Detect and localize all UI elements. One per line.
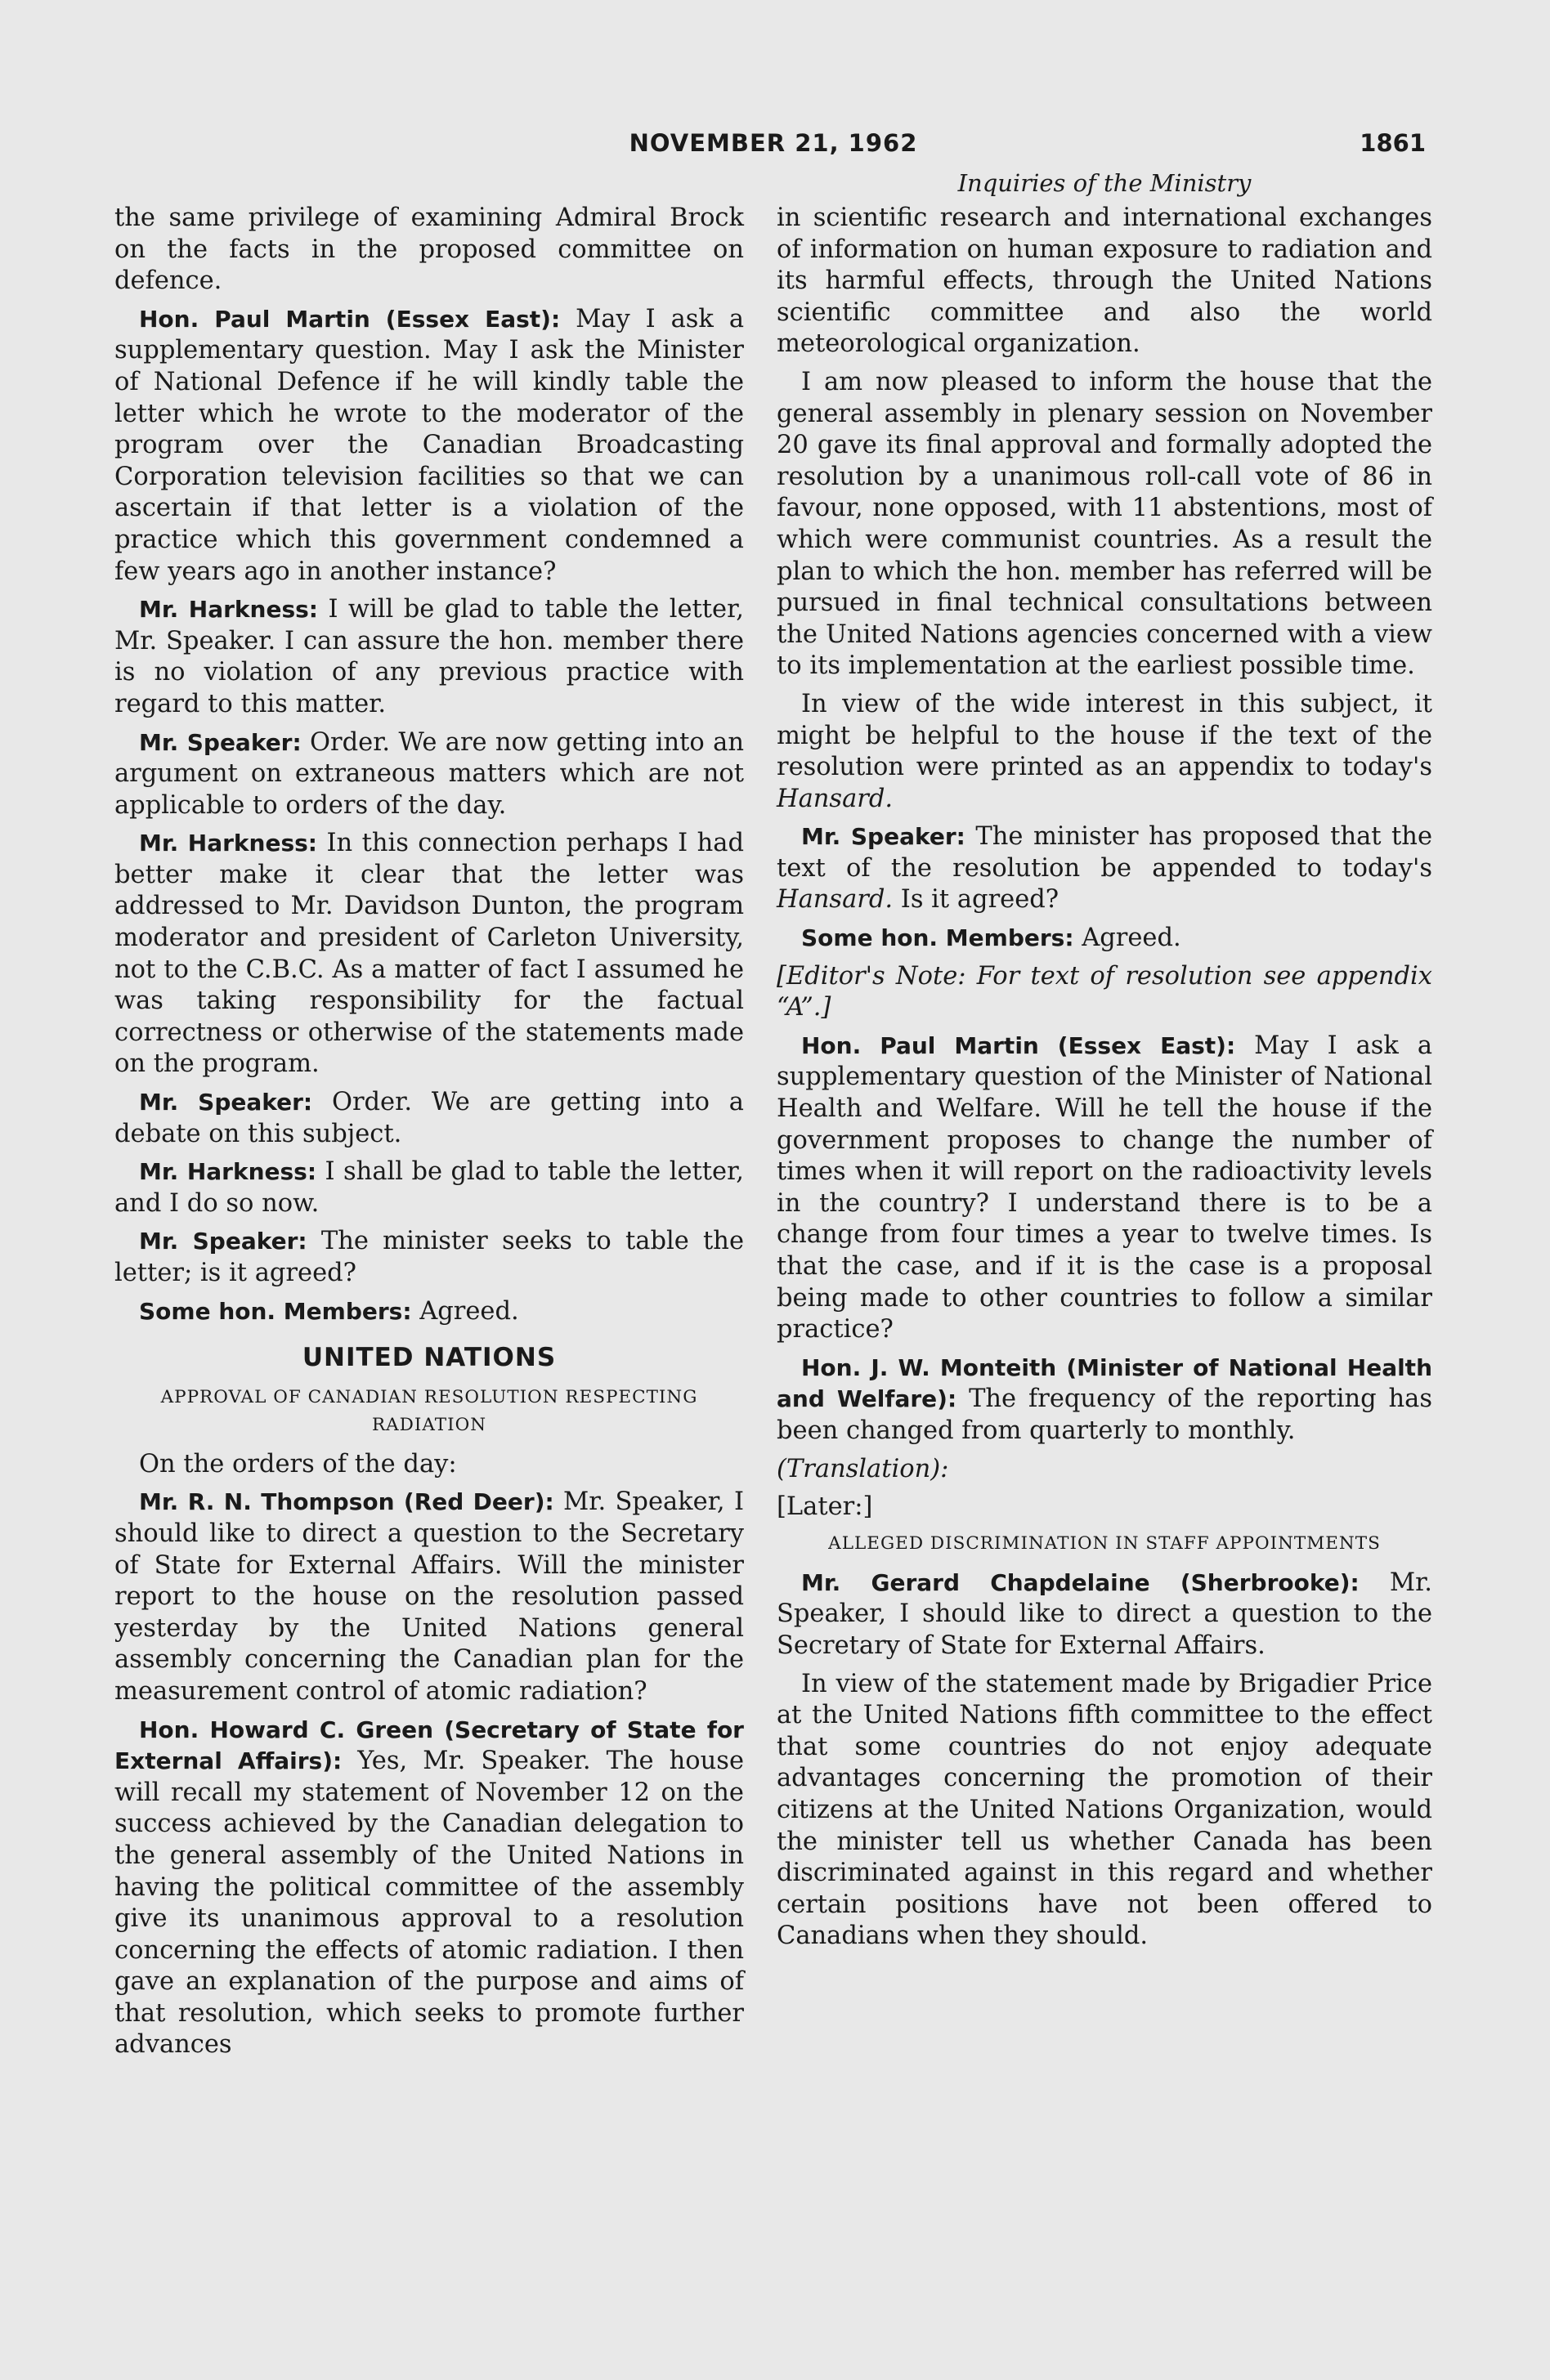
paragraph: Mr. Speaker: Order. We are getting into a debate on this subject. <box>114 1088 744 1148</box>
speaker-name: Mr. Speaker: <box>139 1089 313 1116</box>
paragraph: In view of the statement made by Brigadier Price at the United Nations fifth committee to the effect that some countries do not enjoy adequate advantages concerning the promotion of their citizens at the United Nations Organization, would the minister tell us whether Canada has been discriminated against in this regard and whether certain positions have not been offered to Canadians when they should. <box>777 1669 1432 1951</box>
speaker-name: Hon. Howard C. Green (Secretary of State for External Affairs): <box>114 1716 744 1775</box>
paragraph: Mr. Harkness: In this connection perhaps I had better make it clear that the letter was addressed to Mr. Davidson Dunton, the program moderator and president of Carleton University, not to the C.B.C. As a matter of fact I assumed he was taking responsibility for the factual correctness or otherwise of the statements made on the program. <box>114 829 745 1079</box>
editor-note: [Editor's Note: For text of resolution see appendix “A”.] <box>777 961 1432 1022</box>
speaker-name: Hon. Paul Martin (Essex East): <box>139 305 561 333</box>
later-marker: [Later:] <box>777 1492 873 1522</box>
speaker-name: Mr. Gerard Chapdelaine (Sherbrooke): <box>801 1568 1360 1596</box>
section-heading: UNITED NATIONS <box>302 1343 557 1373</box>
paragraph: Some hon. Members: Agreed. <box>801 924 1181 953</box>
paragraph: in scientific research and international exchanges of information on human exposure to radiation and its harmful effects, through the United Nations scientific committee and also the world meteorological organization. <box>777 204 1432 359</box>
paragraph: Mr. Speaker: The minister has proposed that the text of the resolution be appended to today's Hansard. Is it agreed? <box>777 822 1432 915</box>
left-column <box>114 203 744 2068</box>
paragraph: In view of the wide interest in this subject, it might be helpful to the house if the text of the resolution were printed as an appendix to today's Hansard. <box>777 689 1432 813</box>
speaker-name: Mr. Speaker: <box>139 1228 307 1255</box>
speaker-name: Mr. Harkness: <box>139 596 319 624</box>
speaker-name: Mr. Speaker: <box>139 728 302 756</box>
speaker-name: Mr. Speaker: <box>801 823 965 851</box>
paragraph: I am now pleased to inform the house that the general assembly in plenary session on November 20 gave its final approval and formally adopted the resolution by a unanimous roll-call vote of 86 in favour, none opposed, with 11 abstentions, most of which were communist countries. As a result the plan to which the hon. member has referred will be pursued in final technical consultations between the United Nations agencies concerned with a view to its implementation at the earliest possible time. <box>777 367 1432 681</box>
subsection-heading: ALLEGED DISCRIMINATION IN STAFF APPOINTMENTS <box>828 1532 1381 1554</box>
right-column <box>777 203 1432 1959</box>
paragraph: Mr. Speaker: The minister seeks to table the letter; is it agreed? <box>114 1227 744 1287</box>
paragraph: Mr. Gerard Chapdelaine (Sherbrooke): Mr. Speaker, I should like to direct a question to the Secretary of State for External Affairs. <box>777 1568 1432 1660</box>
paragraph: Mr. Speaker: Order. We are now getting into an argument on extraneous matters which are not applicable to orders of the day. <box>114 727 744 820</box>
subsection-heading: APPROVAL OF CANADIAN RESOLUTION RESPECTING RADIATION <box>160 1386 698 1435</box>
paragraph: Mr. Harkness: I shall be glad to table the letter, and I do so now. <box>114 1157 744 1218</box>
translation-marker: (Translation): <box>777 1454 949 1483</box>
speaker-name: Some hon. Members: <box>801 924 1074 952</box>
running-head: Inquiries of the Ministry <box>957 169 1252 197</box>
paragraph: Mr. R. N. Thompson (Red Deer): Mr. Speaker, I should like to direct a question to the Secretary of State for External Affairs. Will the minister report to the house on the resolution passed yesterday by the United Nations general assembly concerning the Canadian plan for the measurement control of atomic radiation? <box>114 1488 744 1706</box>
speaker-name: Mr. Harkness: <box>139 830 318 857</box>
speaker-name: Mr. Harkness: <box>139 1158 317 1186</box>
paragraph: Mr. Harkness: I will be glad to table the letter, Mr. Speaker. I can assure the hon. member there is no violation of any previous practice with regard to this matter. <box>114 595 744 718</box>
page-header <box>114 129 1432 170</box>
paragraph: Hon. Paul Martin (Essex East): May I ask a supplementary question. May I ask the Minister of National Defence if he will kindly table the letter which he wrote to the moderator of the program over the Canadian Broadcasting Corporation television facilities so that we can ascertain if that letter is a violation of the practice which this government condemned a few years ago in another instance? <box>114 304 745 586</box>
page-date: NOVEMBER 21, 1962 <box>629 129 918 157</box>
speaker-name: Hon. J. W. Monteith (Minister of National Health and Welfare): <box>777 1353 1432 1413</box>
speaker-name: Some hon. Members: <box>139 1297 412 1325</box>
page-number: 1861 <box>1360 129 1426 157</box>
paragraph: the same privilege of examining Admiral Brock on the facts in the proposed committee on defence. <box>114 204 744 296</box>
speaker-name: Hon. Paul Martin (Essex East): <box>801 1031 1236 1059</box>
paragraph: Hon. J. W. Monteith (Minister of National Health and Welfare): The frequency of the reporting has been changed from quarterly to monthly. <box>777 1353 1432 1445</box>
paragraph: Some hon. Members: Agreed. <box>139 1296 519 1326</box>
paragraph: Hon. Paul Martin (Essex East): May I ask a supplementary question of the Minister of National Health and Welfare. Will he tell the house if the government proposes to change the number of times when it will report on the radioactivity levels in the country? I understand there is to be a change from four times a year to twelve times. Is that the case, and if it is the case is a proposal being made to other countries to follow a similar practice? <box>777 1031 1433 1344</box>
speaker-name: Mr. R. N. Thompson (Red Deer): <box>139 1488 554 1516</box>
paragraph: Hon. Howard C. Green (Secretary of State for External Affairs): Yes, Mr. Speaker. The house will recall my statement of November 12 on the success achieved by the Canadian delegation to the general assembly of the United Nations in having the political committee of the assembly give its unanimous approval to a resolution concerning the effects of atomic radiation. I then gave an explanation of the purpose and aims of that resolution, which seeks to promote further advances <box>114 1716 745 2060</box>
paragraph: On the orders of the day: <box>139 1449 457 1479</box>
